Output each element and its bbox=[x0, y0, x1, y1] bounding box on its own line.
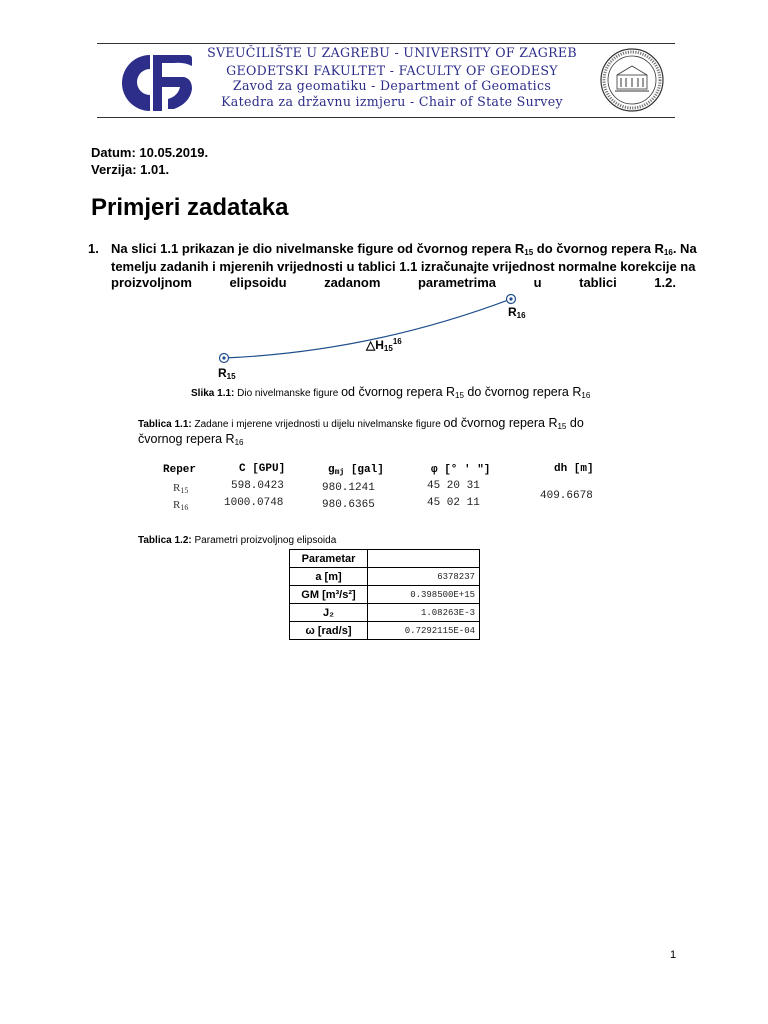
height-difference-label: $\triangle H_{15}^{16}$ bbox=[366, 337, 402, 353]
row2-c: 1000.0748 bbox=[224, 497, 284, 509]
task-line3-word: elipsoidu bbox=[229, 275, 287, 290]
row1-g: 980.1241 bbox=[322, 482, 375, 494]
col-header-g: $g_{mj}$ [gal] bbox=[328, 464, 384, 477]
value-header bbox=[368, 550, 480, 568]
task-line3-word: zadanom bbox=[324, 275, 381, 290]
row2-reper: $R_{16}$ bbox=[173, 499, 189, 512]
param-label: J₂ bbox=[290, 604, 368, 622]
dh-value: 409.6678 bbox=[540, 490, 593, 502]
table-row bbox=[290, 568, 480, 586]
param-label: ω [rad/s] bbox=[290, 622, 368, 640]
task-line3-word: proizvoljnom bbox=[111, 275, 192, 290]
col-header-phi: φ [° ′ ″] bbox=[431, 464, 491, 476]
row1-phi: 45 20 31 bbox=[427, 480, 480, 492]
param-value: 1.08263E-3 bbox=[368, 604, 480, 622]
header-line-4: Katedra za državnu izmjeru - Chair of State Survey bbox=[221, 94, 563, 109]
faculty-logo bbox=[104, 49, 194, 115]
task-line3-word: tablici bbox=[579, 275, 617, 290]
page-title: Primjeri zadataka bbox=[91, 194, 289, 221]
benchmark-r15-label: $R_{15}$ bbox=[218, 366, 236, 381]
param-value: 0.7292115E-04 bbox=[368, 622, 480, 640]
table-row bbox=[290, 604, 480, 622]
document-version: Verzija: 1.01. bbox=[91, 162, 170, 177]
table-row bbox=[290, 586, 480, 604]
ellipsoid-parameters-table bbox=[289, 549, 480, 640]
param-header: Parametar bbox=[290, 550, 368, 568]
task-text-line-1 bbox=[111, 241, 697, 257]
table-1-2-caption: Tablica 1.2: Parametri proizvoljnog elipsoida bbox=[138, 535, 337, 546]
row1-c: 598.0423 bbox=[231, 480, 284, 492]
leveling-figure bbox=[210, 290, 530, 375]
table-1-1-caption: Tablica 1.1: Zadane i mjerene vrijednosti u dijelu nivelmanske figure od čvornog repera $R_{15}$ do bbox=[138, 416, 584, 431]
header-bottom-rule bbox=[97, 117, 675, 118]
header-top-rule bbox=[97, 43, 675, 44]
row1-reper: $R_{15}$ bbox=[173, 482, 189, 495]
col-header-reper: Reper bbox=[163, 464, 197, 476]
param-value: 0.398500E+15 bbox=[368, 586, 480, 604]
param-label: GM [m³/s²] bbox=[290, 586, 368, 604]
param-value: 6378237 bbox=[368, 568, 480, 586]
row2-g: 980.6365 bbox=[322, 499, 375, 511]
task-line1-text: Na slici 1.1 prikazan je dio nivelmanske figure od čvornog repera $R_{15}$ do čvornog repera $R_{16}$. Na bbox=[111, 241, 697, 257]
table-header-row bbox=[290, 550, 480, 568]
table-1-1-caption-line-2: čvornog repera $R_{16}$ bbox=[138, 432, 244, 447]
task-line3-word: u bbox=[533, 275, 542, 290]
task-text-line-2: temelju zadanih i mjerenih vrijednosti u tablici 1.1 izračunajte vrijednost normalne korekcije na bbox=[111, 259, 696, 274]
row2-phi: 45 02 11 bbox=[427, 497, 480, 509]
task-number: 1. bbox=[88, 241, 99, 256]
col-header-c: C [GPU] bbox=[239, 463, 286, 475]
table-row bbox=[290, 622, 480, 640]
param-label: a [m] bbox=[290, 568, 368, 586]
task-text-line-3 bbox=[111, 275, 676, 290]
document-date: Datum: 10.05.2019. bbox=[91, 145, 209, 160]
benchmark-r16-label: $R_{16}$ bbox=[508, 305, 526, 320]
task-line3-word: parametrima bbox=[417, 275, 497, 290]
figure-caption: Slika 1.1: Dio nivelmanske figure od čvornog repera $R_{15}$ do čvornog repera $R_{16}$ bbox=[191, 385, 591, 400]
header-line-1: SVEUČILIŠTE U ZAGREBU - UNIVERSITY OF ZAGREB bbox=[207, 45, 577, 60]
header-line-2: GEODETSKI FAKULTET - FACULTY OF GEODESY bbox=[226, 63, 558, 78]
col-header-dh: dh [m] bbox=[554, 463, 594, 475]
task-line3-word: 1.2. bbox=[654, 275, 676, 290]
page-number: 1 bbox=[670, 949, 677, 961]
header-line-3: Zavod za geomatiku - Department of Geomatics bbox=[232, 78, 552, 93]
university-seal bbox=[597, 47, 667, 113]
